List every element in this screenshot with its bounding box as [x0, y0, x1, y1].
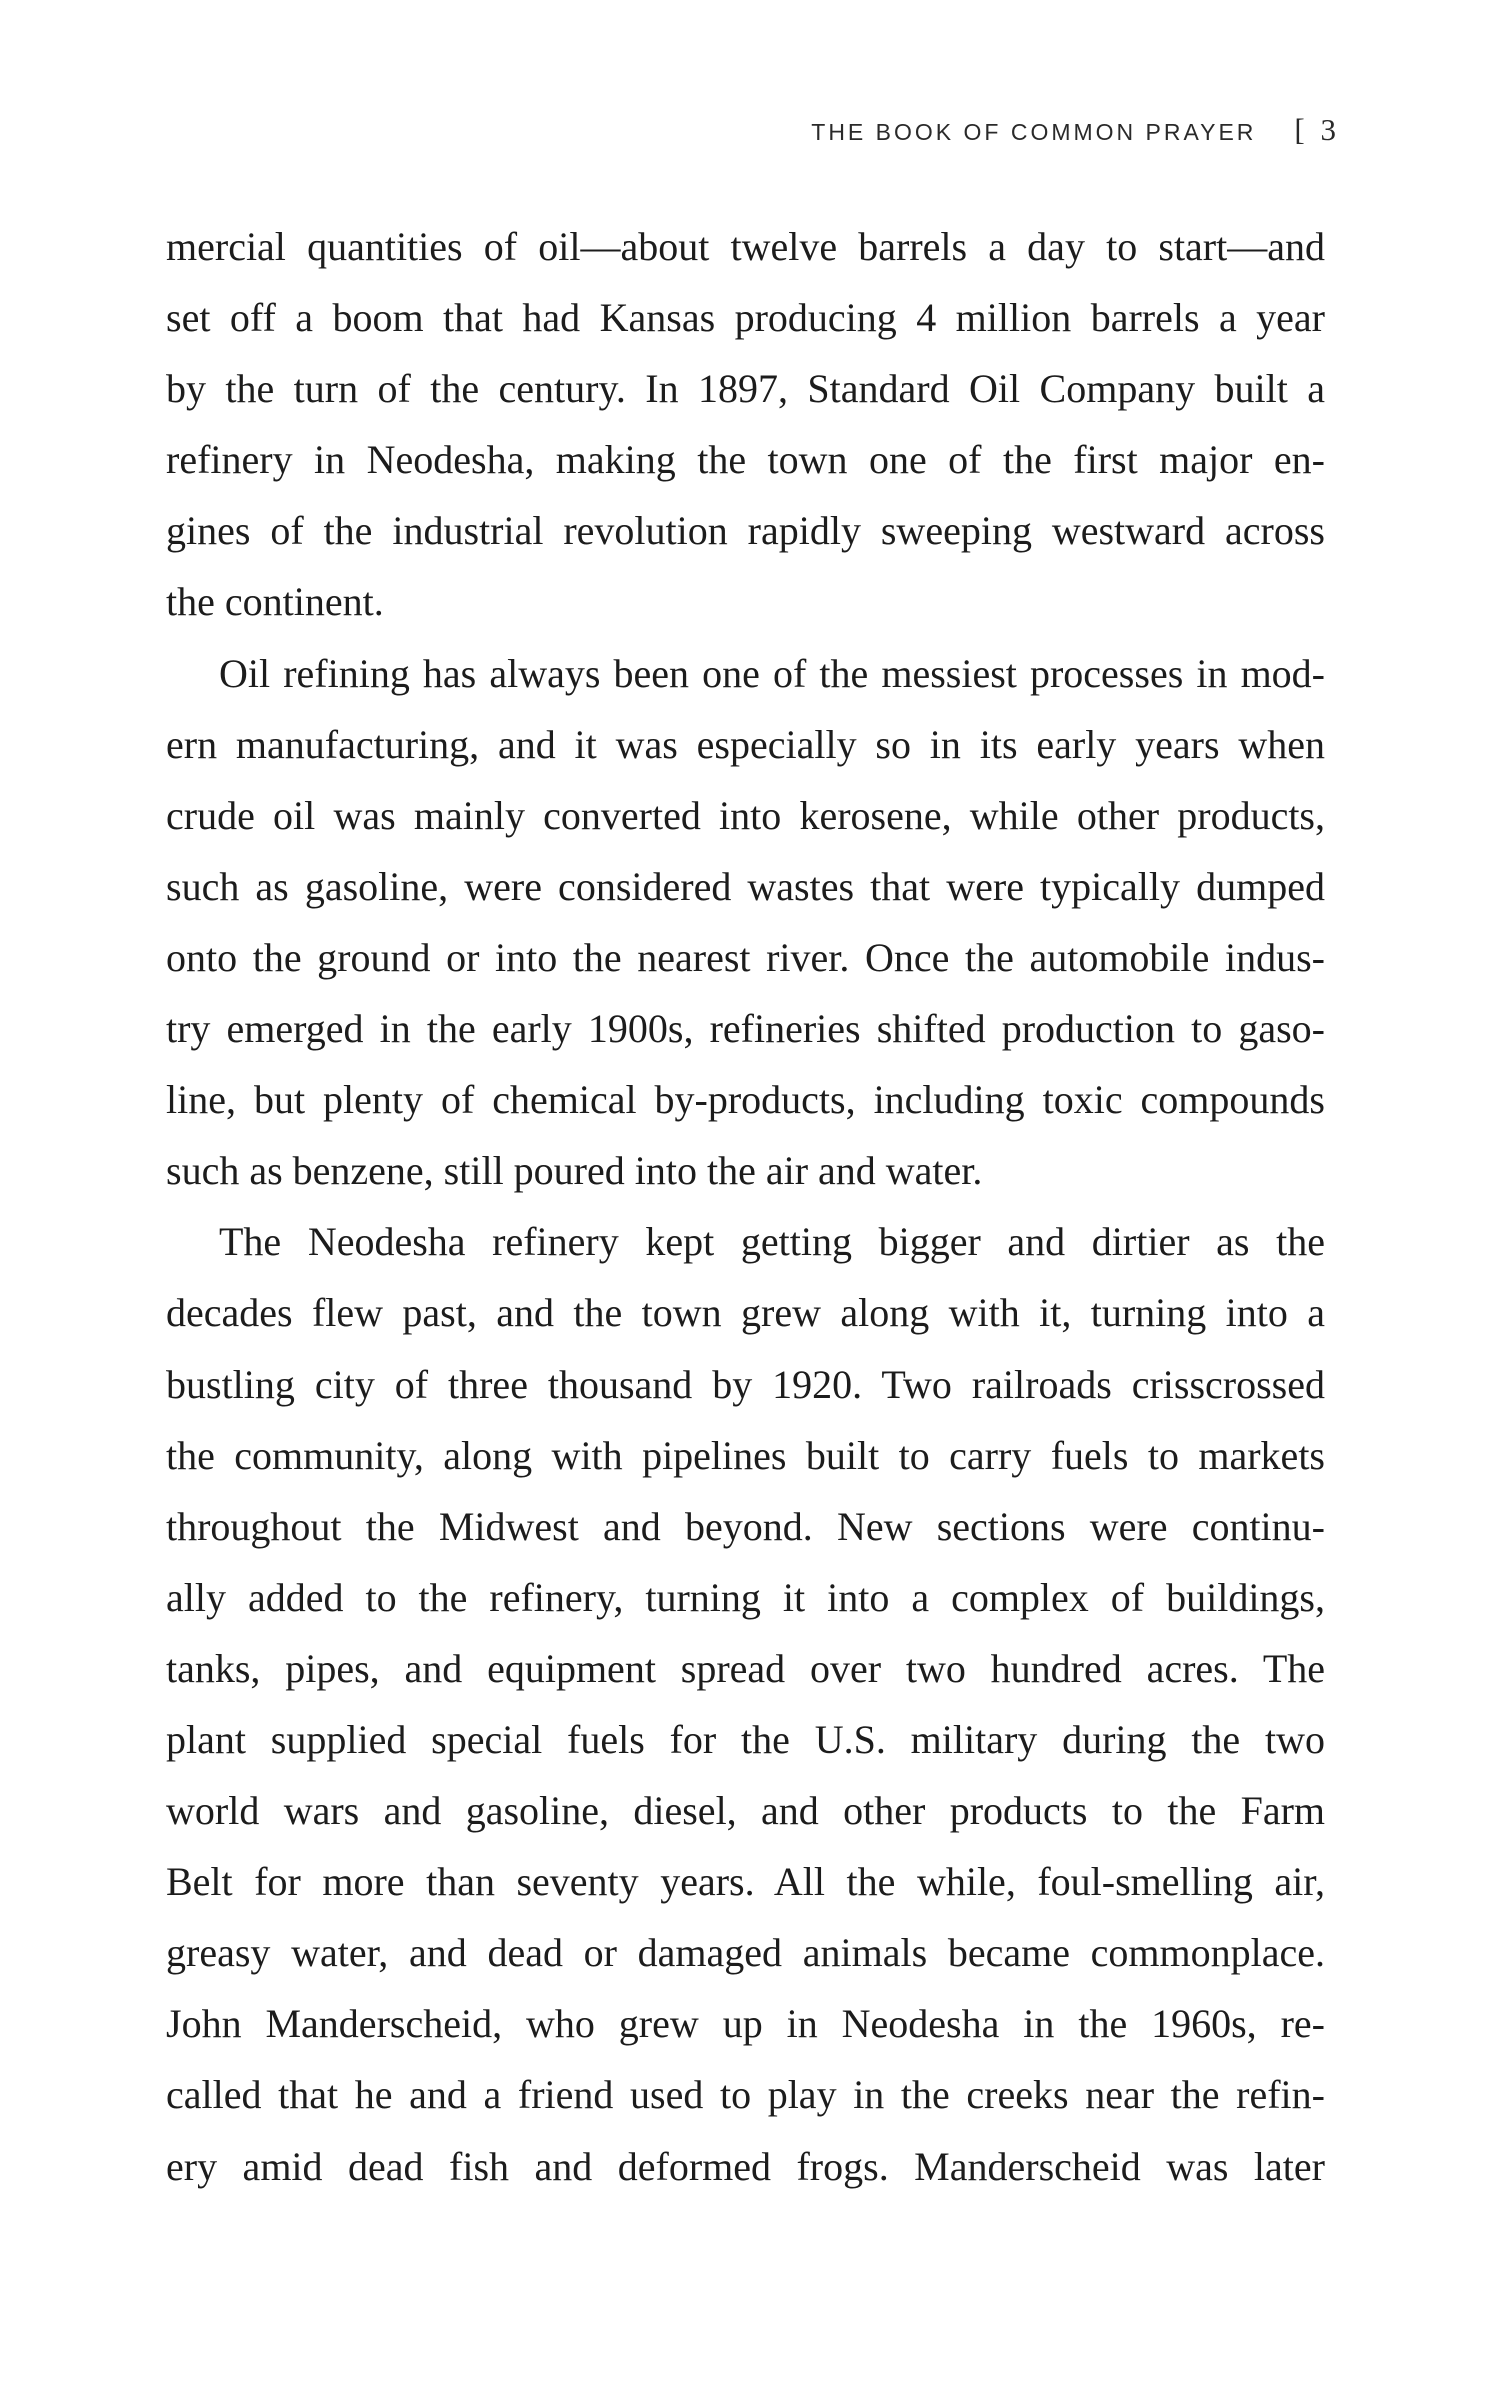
running-head — [811, 112, 1340, 148]
text-line: called that he and a friend used to play in the creeks near the refin- — [166, 2072, 1325, 2118]
text-line: such as gasoline, were considered wastes that were typically dumped — [166, 863, 1325, 909]
text-line: bustling city of three thousand by 1920. Two railroads crisscrossed — [166, 1361, 1325, 1407]
text-line: mercial quantities of oil—about twelve barrels a day to start—and — [166, 224, 1325, 269]
body-text — [166, 211, 1325, 2202]
text-line: tanks, pipes, and equipment spread over two hundred acres. The — [166, 1645, 1325, 1691]
text-line: John Manderscheid, who grew up in Neodesha in the 1960s, re- — [166, 2001, 1325, 2047]
text-line: ern manufacturing, and it was especially so in its early years when — [166, 721, 1325, 767]
text-line: greasy water, and dead or damaged animals became commonplace. — [166, 1930, 1325, 1976]
text-line: crude oil was mainly converted into kerosene, while other products, — [166, 792, 1325, 838]
text-line: ery amid dead fish and deformed frogs. Manderscheid was later — [166, 2143, 1325, 2189]
text-line: gines of the industrial revolution rapidly sweeping westward across — [166, 508, 1325, 554]
text-line: throughout the Midwest and beyond. New sections were continu- — [166, 1503, 1325, 1549]
text-line: Belt for more than seventy years. All the while, foul-smelling air, — [166, 1859, 1325, 1905]
text-line: the continent. — [166, 579, 384, 625]
text-line: plant supplied special fuels for the U.S. military during the two — [166, 1716, 1325, 1762]
text-line: The Neodesha refinery kept getting bigger and dirtier as the — [219, 1219, 1325, 1265]
page-number: [ 3 — [1294, 112, 1340, 147]
text-line: the community, along with pipelines built to carry fuels to markets — [166, 1432, 1325, 1478]
text-line: set off a boom that had Kansas producing 4 million barrels a year — [166, 295, 1325, 341]
text-line: by the turn of the century. In 1897, Standard Oil Company built a — [166, 366, 1325, 412]
text-line: line, but plenty of chemical by-products, including toxic compounds — [166, 1077, 1325, 1123]
paragraph-2 — [166, 638, 1325, 1207]
text-line: refinery in Neodesha, making the town one of the first major en- — [166, 437, 1325, 483]
text-line: Oil refining has always been one of the messiest processes in mod- — [219, 650, 1325, 696]
text-line: decades flew past, and the town grew along with it, turning into a — [166, 1290, 1325, 1336]
text-line: try emerged in the early 1900s, refineries shifted production to gaso- — [166, 1006, 1325, 1052]
paragraph-3 — [166, 1206, 1325, 2201]
text-line: ally added to the refinery, turning it into a complex of buildings, — [166, 1574, 1325, 1620]
text-line: world wars and gasoline, diesel, and other products to the Farm — [166, 1788, 1325, 1834]
text-line: onto the ground or into the nearest river. Once the automobile indus- — [166, 934, 1325, 980]
paragraph-1 — [166, 211, 1325, 638]
text-line: such as benzene, still poured into the air and water. — [166, 1148, 983, 1194]
running-head-title: THE BOOK OF COMMON PRAYER — [811, 119, 1257, 145]
